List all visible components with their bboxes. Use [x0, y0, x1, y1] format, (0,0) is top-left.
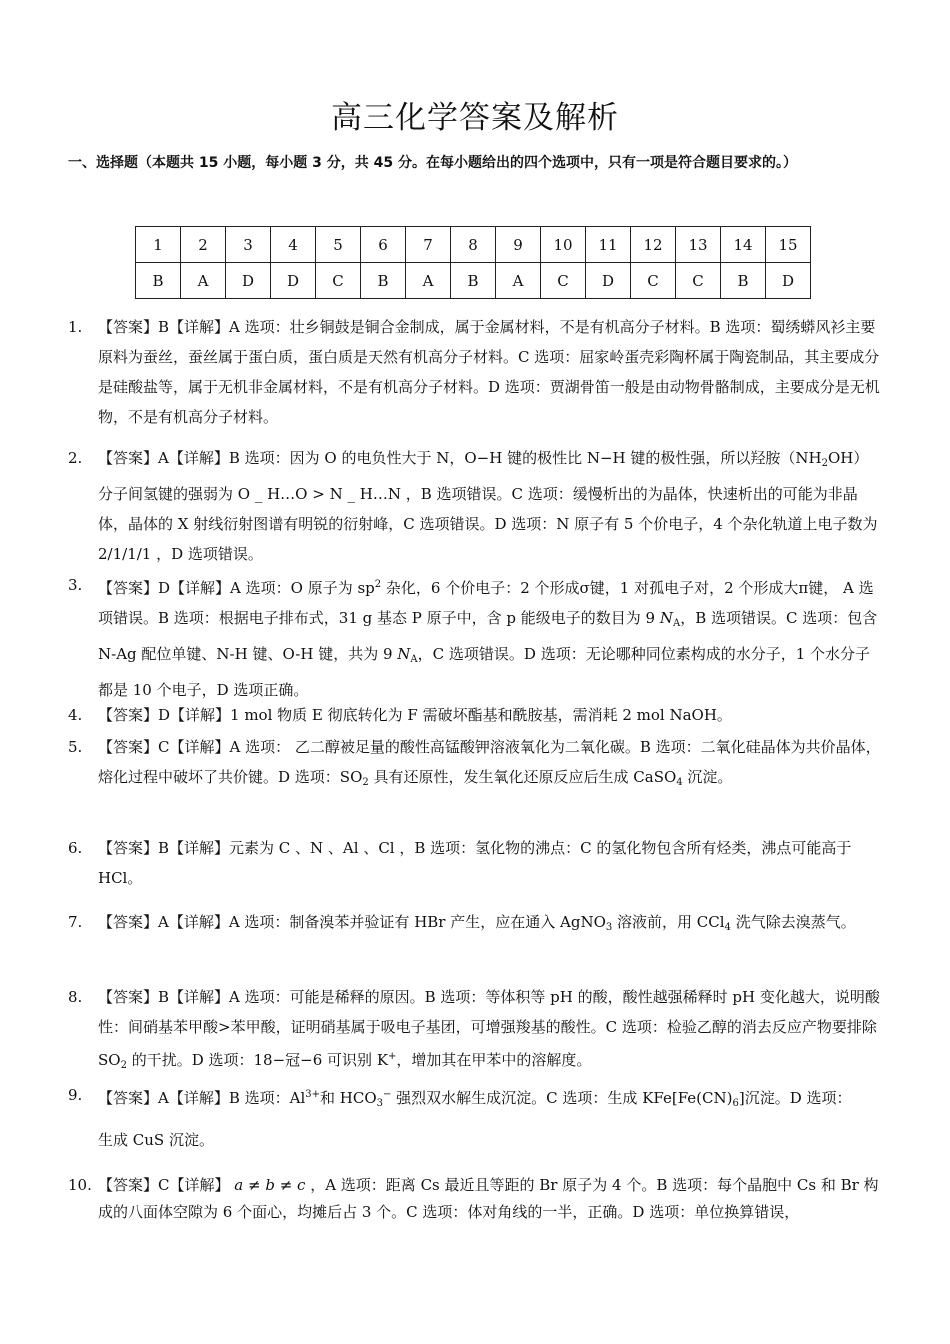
answer-item-7 [68, 907, 883, 943]
question-number-cell: 11 [586, 227, 631, 263]
answer-cell: D [226, 263, 271, 299]
subscript: 2 [120, 1060, 127, 1071]
text-run: 沉淀。 [682, 768, 733, 786]
item-text [98, 443, 883, 569]
text-run: ，C 选项错误。D 选项：无论哪种同位素构成的水分子，1 个水分子都是 10 个电子，D 选项正确。 [98, 645, 871, 699]
answer-item-4 [68, 700, 883, 730]
text-run: 【答案】A【详解】A 选项：制备溴苯并验证有 HBr 产生，应在通入 AgNO [98, 913, 606, 931]
answer-cell: D [766, 263, 811, 299]
answer-item-9 [68, 1082, 883, 1153]
question-number-cell: 2 [181, 227, 226, 263]
item-text [98, 570, 883, 705]
answer-cell: A [496, 263, 541, 299]
text-run: OH）分子间氢键的强弱为 O _ H…O > N _ H…N ，B 选项错误。C 选项：缓慢析出的为晶体，快速析出的可能为非晶体，晶体的 X 射线衍射图谱有明锐的衍射峰，C 选项错误。D 选项：N 原子有 5 个价电子，4 个杂化轨道上电子数为 2/1/1/1 ，D 选项错误。 [98, 449, 878, 563]
text-run: 的干扰。D 选项：18−冠−6 可识别 K [126, 1051, 389, 1069]
item-number: 8. [68, 988, 83, 1006]
item-text [98, 732, 883, 798]
superscript: − [383, 1089, 392, 1100]
item-text: 【答案】B【详解】A 选项：壮乡铜鼓是铜合金制成，属于金属材料，不是有机高分子材料。B 选项：蜀绣蟒风衫主要原料为蚕丝，蚕丝属于蛋白质，蛋白质是天然有机高分子材料。C 选项：屈家岭蛋壳彩陶杯属于陶瓷制品，其主要成分是硅酸盐等，属于无机非金属材料，不是有机高分子材料。D 选项：贾湖骨笛一般是由动物骨骼制成，主要成分是无机物，不是有机高分子材料。 [98, 318, 880, 426]
answer-cell: D [586, 263, 631, 299]
item-number: 1. [68, 318, 83, 336]
answer-cell: C [316, 263, 361, 299]
question-number-cell: 15 [766, 227, 811, 263]
question-number-cell: 13 [676, 227, 721, 263]
item-number: 3. [68, 576, 83, 594]
question-number-cell: 4 [271, 227, 316, 263]
text-run: ，增加其在甲苯中的溶解度。 [396, 1051, 592, 1069]
item-number: 7. [68, 913, 83, 931]
answer-item-2 [68, 443, 883, 569]
question-number-cell: 12 [631, 227, 676, 263]
answer-item-5 [68, 732, 883, 798]
answer-item-3 [68, 570, 883, 705]
answer-cell: B [136, 263, 181, 299]
item-text: 【答案】B【详解】元素为 C 、N 、Al 、Cl ，B 选项：氢化物的沸点：C 的氢化物包含所有烃类，沸点可能高于 HCl。 [98, 839, 852, 887]
avogadro-symbol: N [659, 609, 673, 627]
superscript: 3+ [305, 1089, 321, 1100]
answer-item-8 [68, 982, 883, 1081]
text-run: 【答案】A【详解】B 选项：因为 O 的电负性大于 N，O−H 键的极性比 N−H 键的极性强，所以羟胺（NH [98, 449, 822, 467]
text-run: ，A 选项：距离 Cs 最近且等距的 Br 原子为 4 个。B 选项：每个晶胞中 Cs 和 Br 构成的八面体空隙为 6 个面心，均摊后占 3 个。C 选项：体对角线的一半，正确。D 选项：单位换算错误， [98, 1176, 879, 1221]
subscript: 2 [821, 458, 828, 469]
question-number-cell: 6 [361, 227, 406, 263]
text-run: 【答案】D【详解】A 选项：O 原子为 sp [98, 579, 375, 597]
answer-item-10 [68, 1172, 883, 1226]
superscript: 2 [374, 579, 382, 590]
text-run: 洗气除去溴蒸气。 [730, 913, 856, 931]
subscript: 2 [362, 777, 369, 788]
question-number-cell: 7 [406, 227, 451, 263]
subscript: 3 [605, 922, 613, 933]
subscript: 4 [724, 922, 731, 933]
text-run: 和 HCO [320, 1089, 377, 1107]
answer-item-6 [68, 833, 883, 893]
answer-cell: B [361, 263, 406, 299]
section-heading: 一、选择题（本题共 15 小题，每小题 3 分，共 45 分。在每小题给出的四个选项中，只有一项是符合题目要求的。） [68, 155, 797, 171]
answer-cell: C [676, 263, 721, 299]
variable: c [297, 1176, 306, 1194]
variable: a [234, 1176, 244, 1194]
question-number-cell: 3 [226, 227, 271, 263]
item-number: 10. [68, 1176, 92, 1194]
item-number: 4. [68, 706, 83, 724]
question-number-cell: 5 [316, 227, 361, 263]
answer-table-number-row [136, 227, 811, 263]
item-text [98, 907, 883, 943]
text-run: 【答案】C【详解】 [98, 1176, 235, 1194]
subscript: 4 [676, 777, 683, 788]
question-number-cell: 8 [451, 227, 496, 263]
answer-cell: A [181, 263, 226, 299]
question-number-cell: 9 [496, 227, 541, 263]
answer-cell: B [721, 263, 766, 299]
question-number-cell: 10 [541, 227, 586, 263]
item-text [98, 982, 883, 1081]
item-continuation: 生成 CuS 沉淀。 [98, 1131, 214, 1149]
text-run: 【答案】A【详解】B 选项：Al [98, 1089, 306, 1107]
not-equal: ≠ [274, 1176, 298, 1194]
answer-cell: A [406, 263, 451, 299]
variable: b [265, 1176, 275, 1194]
item-text [98, 1082, 883, 1117]
item-number: 5. [68, 738, 83, 756]
item-text [98, 1172, 883, 1226]
answer-table-answer-row [136, 263, 811, 299]
question-number-cell: 1 [136, 227, 181, 263]
text-run: 强烈双水解生成沉淀。C 选项：生成 KFe[Fe(CN) [391, 1089, 733, 1107]
text-run: 溶液前，用 CCl [612, 913, 725, 931]
answer-table [135, 226, 811, 299]
question-number-cell: 14 [721, 227, 766, 263]
text-run: 【答案】B【详解】A 选项：可能是稀释的原因。B 选项：等体积等 pH 的酸，酸性越强稀释时 pH 变化越大，说明酸性：间硝基苯甲酸>苯甲酸，证明硝基属于吸电子基团，可增强羧基的酸性。C 选项：检验乙醇的消去反应产物要排除 SO [98, 988, 880, 1069]
text-run: 具有还原性，发生氧化还原反应后生成 CaSO [368, 768, 677, 786]
text-run: ，B 选项错误。C 选项：包含 N-Ag 配位单键、N-H 键、O-H 键，共为 9 [98, 609, 878, 663]
page-title: 高三化学答案及解析 [331, 100, 619, 136]
subscript: A [410, 654, 418, 665]
text-run: ]沉淀。D 选项： [738, 1089, 852, 1107]
answer-cell: C [631, 263, 676, 299]
answer-cell: D [271, 263, 316, 299]
text-run: 杂化，6 个价电子：2 个形成σ键，1 对孤电子对，2 个形成大π键， A 选项错误。B 选项：根据电子排布式，31 g 基态 P 原子中，含 p 能级电子的数目为 9 [98, 579, 874, 627]
item-number: 9. [68, 1086, 83, 1104]
item-text: 【答案】D【详解】1 mol 物质 E 彻底转化为 F 需破坏酯基和酰胺基，需消耗 2 mol NaOH。 [98, 706, 732, 724]
avogadro-symbol: N [397, 645, 411, 663]
answer-cell: C [541, 263, 586, 299]
text-run: 【答案】C【详解】A 选项： 乙二醇被足量的酸性高锰酸钾溶液氧化为二氧化碳。B 选项：二氧化硅晶体为共价晶体，熔化过程中破坏了共价键。D 选项：SO [98, 738, 881, 786]
item-number: 6. [68, 839, 83, 857]
not-equal: ≠ [243, 1176, 266, 1194]
subscript: A [673, 618, 681, 629]
superscript: + [388, 1051, 397, 1062]
item-number: 2. [68, 449, 83, 467]
subscript: 3 [376, 1098, 384, 1109]
answer-item-1 [68, 312, 883, 432]
answer-cell: B [451, 263, 496, 299]
subscript: 6 [732, 1098, 739, 1109]
